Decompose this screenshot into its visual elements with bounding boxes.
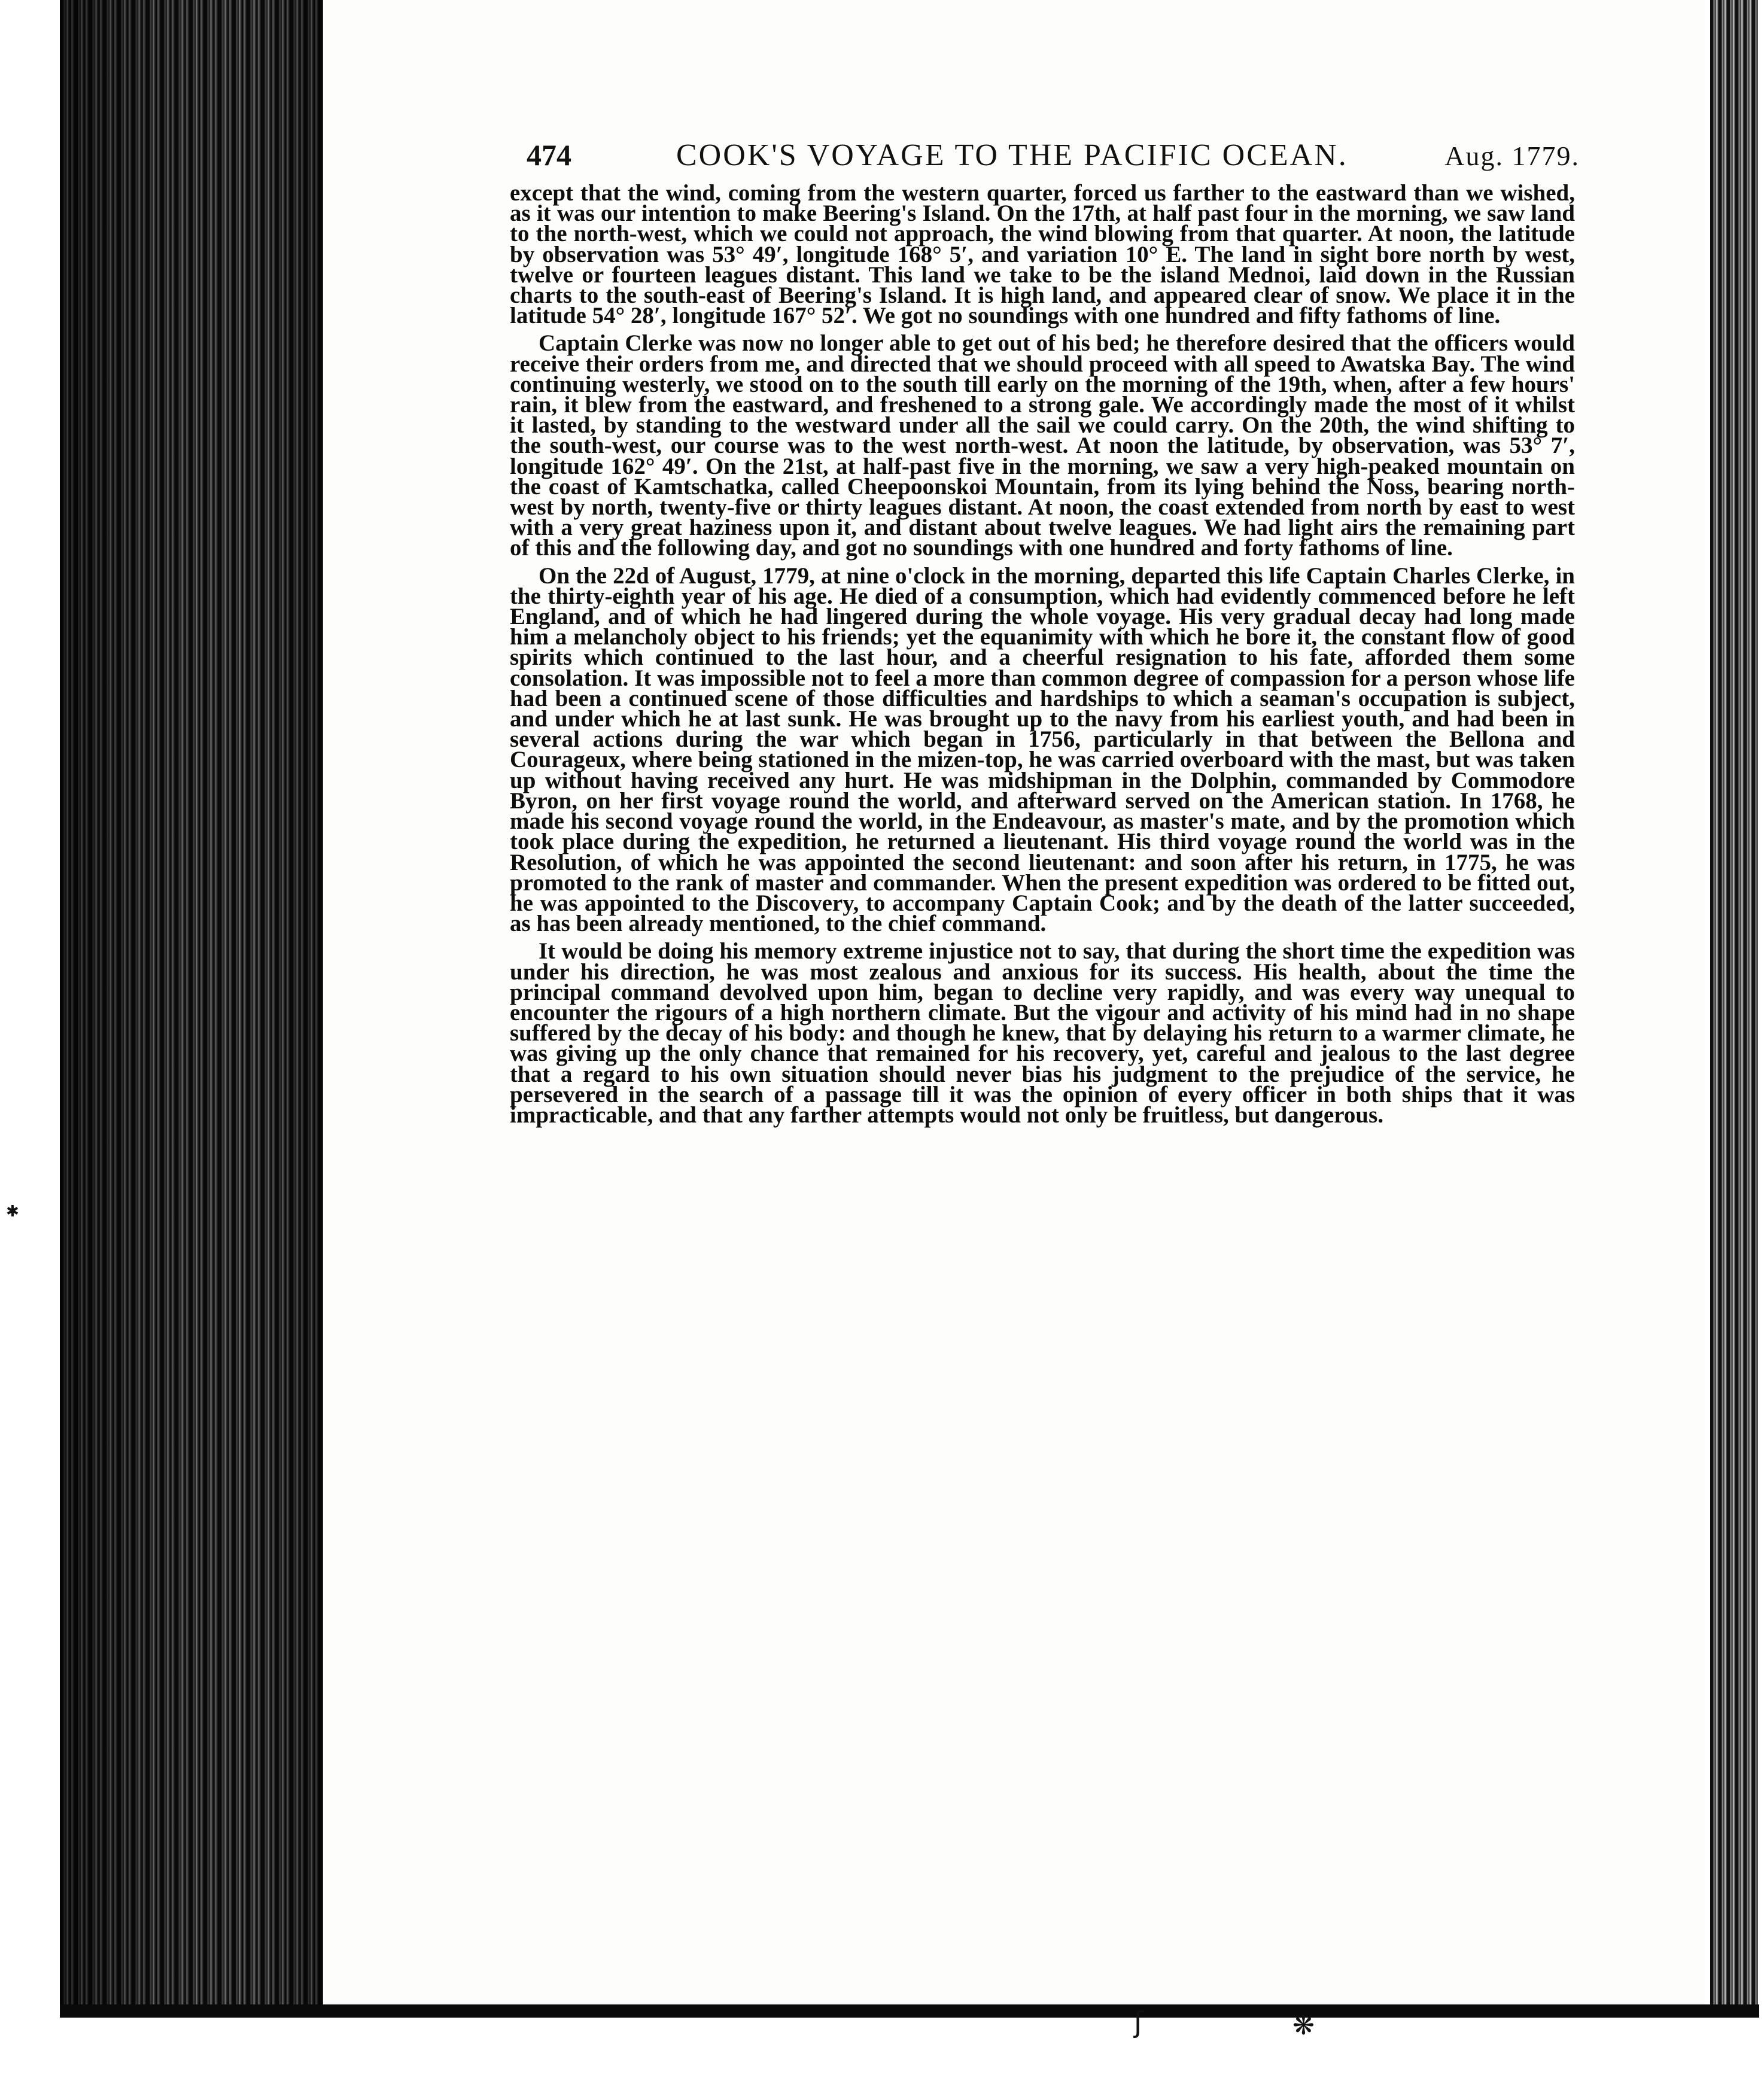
right-page-edge xyxy=(1710,0,1758,2010)
paragraph-4: It would be doing his memory extreme injustice not to say, that during the short time the expedition was under his direction, he was most zealous and anxious for its success. His health, about the time the principal command devolved upon him, began to decline very rapidly, and was every way unequal to encounter the rigours of a high northern climate. But the vigour and activity of his mind had in no shape suffered by the decay of his body: and though he knew, that by delaying his return to a warmer climate, he was giving up the only chance that remained for his recovery, yet, careful and jealous to the last degree that a regard to his own situation should never bias his judgment to the prejudice of the service, he persevered in the search of a passage till it was the opinion of every officer in both ships that it was impracticable, and that any farther attempts would not only be fruitless, but dangerous. xyxy=(510,938,1575,1128)
paragraph-2: Captain Clerke was now no longer able to get out of his bed; he therefore desired that the officers would receive their orders from me, and directed that we should proceed with all speed to Awatska Bay. The wind continuing westerly, we stood on to the south till early on the morning of the 19th, when, after a few hours' rain, it blew from the eastward, and freshened to a strong gale. We accordingly made the most of it whilst it lasted, by standing to the westward under all the sail we could carry. On the 20th, the wind shifting to the south-west, our course was to the west north-west. At noon the latitude, by observation, was 53° 7′, longitude 162° 49′. On the 21st, at half-past five in the morning, we saw a very high-peaked mountain on the coast of Kamtschatka, called Cheepoonskoi Mountain, from its lying behind the Noss, bearing north-west by north, twenty-five or thirty leagues distant. At noon, the coast extended from north by east to west with a very great haziness upon it, and distant about twelve leagues. We had light airs the remaining part of this and the following day, and got no soundings with one hundred and forty fathoms of line. xyxy=(510,330,1575,561)
book-page-edges xyxy=(60,0,323,2004)
ink-speck-bottom-left: ʃ xyxy=(1134,2006,1144,2039)
bottom-margin xyxy=(60,2018,1759,2093)
running-title: COOK'S VOYAGE TO THE PACIFIC OCEAN. xyxy=(676,138,1348,172)
left-margin xyxy=(0,0,60,2093)
page-number: 474 xyxy=(527,138,571,172)
paragraph-1: except that the wind, coming from the western quarter, forced us farther to the eastward than we wished, as it was our intention to make Beering's Island. On the 17th, at half past four in the morning, we saw land to the north-west, which we could not approach, the wind blowing from that quarter. At noon, the latitude by observation was 53° 49′, longitude 168° 5′, and variation 10° E. The land in sight bore north by west, twelve or fourteen leagues distant. This land we take to be the island Mednoi, laid down in the Russian charts to the south-east of Beering's Island. It is high land, and appeared clear of snow. We place it in the latitude 54° 28′, longitude 167° 52′. We got no soundings with one hundred and fifty fathoms of line. xyxy=(510,180,1575,329)
running-header xyxy=(527,138,1580,180)
body-text xyxy=(510,180,1575,1133)
ink-speck-left: ✱ xyxy=(6,1203,19,1221)
ink-speck-bottom-center: ❋ xyxy=(1292,2010,1315,2041)
bottom-page-edge xyxy=(60,2004,1759,2018)
paragraph-3: On the 22d of August, 1779, at nine o'clock in the morning, departed this life Captain Charles Clerke, in the thirty-eighth year of his age. He died of a consumption, which had evidently commenced before he left England, and of which he had lingered during the whole voyage. His very gradual decay had long made him a melancholy object to his friends; yet the equanimity with which he bore it, the constant flow of good spirits which continued to the last hour, and a cheerful resignation to his fate, afforded them some consolation. It was impossible not to feel a more than common degree of compassion for a person whose life had been a continued scene of those difficulties and hardships to which a seaman's occupation is subject, and under which he at last sunk. He was brought up to the navy from his earliest youth, and had been in several actions during the war which began in 1756, particularly in that between the Bellona and Courageux, where being stationed in the mizen-top, he was carried overboard with the mast, but was taken up without having received any hurt. He was midshipman in the Dolphin, commanded by Commodore Byron, on her first voyage round the world, and afterward served on the American station. In 1768, he made his second voyage round the world, in the Endeavour, as master's mate, and by the promotion which took place during the expedition, he returned a lieutenant. His third voyage round the world was in the Resolution, of which he was appointed the second lieutenant: and soon after his return, in 1775, he was promoted to the rank of master and commander. When the present expedition was ordered to be fitted out, he was appointed to the Discovery, to accompany Captain Cook; and by the death of the latter succeeded, as has been already mentioned, to the chief command. xyxy=(510,562,1575,937)
header-date: Aug. 1779. xyxy=(1444,141,1580,171)
